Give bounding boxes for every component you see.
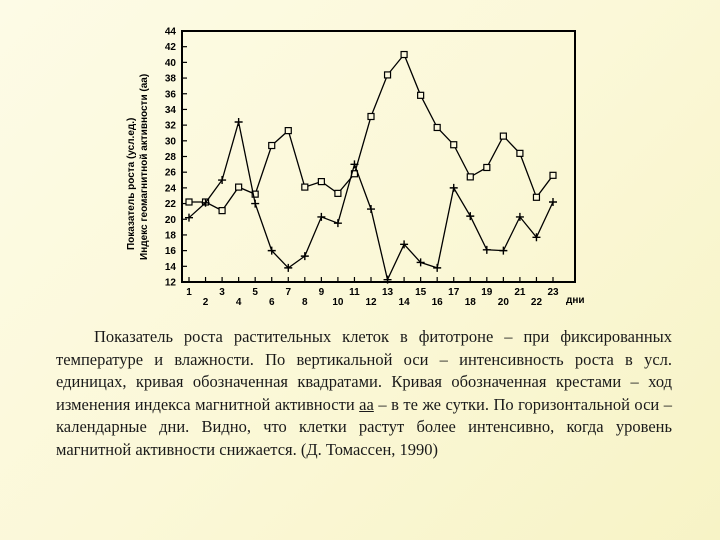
caption-text-1: Показатель роста растительных клеток в фитотроне – при фиксированных температуре и влажности. По вертикальной оси – интенсивность роста в усл. единицах, кривая обозначенная квадратами. Кривая обозначенная крестами – ход изменения индекса магнитной активности bbox=[56, 327, 672, 414]
x-tick-label: 22 bbox=[530, 297, 543, 308]
data-point-cross bbox=[350, 160, 358, 168]
data-point-square bbox=[318, 179, 324, 185]
caption bbox=[56, 326, 672, 462]
data-point-cross bbox=[450, 184, 458, 192]
data-point-cross bbox=[466, 212, 474, 220]
plot-frame bbox=[182, 31, 575, 282]
data-point-cross bbox=[483, 246, 491, 254]
x-tick-label: 11 bbox=[349, 287, 360, 298]
x-tick-label: 16 bbox=[431, 297, 443, 308]
x-tick-label: 2 bbox=[202, 297, 209, 308]
x-tick-label: 7 bbox=[285, 287, 292, 298]
x-tick-label: 15 bbox=[415, 287, 427, 298]
series-line-squares bbox=[189, 55, 553, 211]
x-tick-label: 13 bbox=[381, 287, 394, 298]
data-point-cross bbox=[499, 247, 507, 255]
chart-plot bbox=[120, 20, 600, 320]
x-tick-label: 10 bbox=[332, 297, 344, 308]
data-point-square bbox=[550, 172, 556, 178]
x-tick-label: 12 bbox=[365, 297, 377, 308]
data-point-cross bbox=[251, 200, 259, 208]
data-point-cross bbox=[334, 219, 342, 227]
data-point-square bbox=[533, 194, 539, 200]
data-point-square bbox=[451, 142, 457, 148]
y-tick-label: 44 bbox=[164, 26, 176, 38]
data-point-square bbox=[484, 164, 490, 170]
y-tick-label: 28 bbox=[164, 152, 176, 163]
y-tick-label: 34 bbox=[164, 104, 176, 116]
data-point-cross bbox=[317, 213, 325, 221]
data-point-square bbox=[517, 150, 523, 156]
data-point-square bbox=[500, 133, 506, 139]
data-point-square bbox=[186, 199, 192, 205]
y-tick-label: 26 bbox=[164, 167, 176, 179]
data-point-cross bbox=[367, 205, 375, 213]
x-tick-label: 4 bbox=[235, 297, 242, 308]
caption-text-2: – в те же сутки. По горизонтальной оси – календарные дни. Видно, что клетки растут более интенсивно, когда уровень магнитной активности снижается. (Д. Томассен, 1990) bbox=[56, 394, 673, 459]
x-tick-label: 23 bbox=[547, 287, 559, 298]
data-point-square bbox=[285, 128, 291, 134]
data-point-cross bbox=[433, 264, 441, 272]
caption-aa: аа bbox=[359, 394, 374, 414]
data-point-square bbox=[219, 208, 225, 214]
data-point-cross bbox=[301, 252, 309, 260]
x-tick-label: 19 bbox=[481, 287, 493, 298]
x-tick-label: 5 bbox=[252, 287, 258, 298]
y-tick-label: 38 bbox=[164, 73, 176, 85]
y-tick-label: 24 bbox=[164, 183, 176, 195]
x-tick-label: 8 bbox=[302, 297, 308, 308]
x-tick-label: 17 bbox=[448, 287, 460, 298]
data-point-square bbox=[418, 92, 424, 98]
data-point-square bbox=[434, 124, 440, 130]
x-tick-label: 21 bbox=[514, 287, 526, 298]
y-tick-label: 12 bbox=[164, 277, 176, 289]
x-tick-label: 18 bbox=[464, 297, 476, 308]
data-point-square bbox=[302, 184, 308, 190]
x-tick-label: 6 bbox=[268, 297, 275, 308]
y-tick-label: 42 bbox=[164, 42, 176, 54]
y-tick-label: 18 bbox=[164, 230, 176, 242]
data-point-square bbox=[401, 52, 407, 58]
x-tick-label: 1 bbox=[186, 287, 192, 298]
data-point-square bbox=[269, 143, 275, 149]
y-tick-label: 16 bbox=[164, 246, 176, 258]
x-axis-unit-label: дни bbox=[566, 295, 585, 306]
y-tick-label: 30 bbox=[164, 136, 176, 148]
x-tick-label: 14 bbox=[398, 297, 410, 308]
data-point-square bbox=[385, 72, 391, 78]
chart bbox=[120, 20, 600, 320]
data-point-square bbox=[467, 174, 473, 180]
y-tick-label: 36 bbox=[164, 89, 176, 101]
y-axis-label-activity: Индекс геомагнитной активности (аа) bbox=[139, 73, 150, 260]
y-tick-label: 40 bbox=[164, 57, 176, 69]
data-point-square bbox=[335, 190, 341, 196]
x-tick-label: 20 bbox=[497, 297, 509, 308]
y-axis-label-growth: Показатель роста (усл.ед.) bbox=[126, 117, 137, 250]
y-tick-label: 32 bbox=[164, 120, 176, 132]
data-point-square bbox=[236, 184, 242, 190]
data-point-cross bbox=[235, 118, 243, 126]
x-tick-label: 9 bbox=[318, 287, 325, 298]
y-tick-label: 22 bbox=[164, 199, 176, 211]
y-tick-label: 20 bbox=[164, 214, 176, 226]
data-point-square bbox=[368, 113, 374, 119]
data-point-cross bbox=[549, 198, 557, 206]
x-tick-label: 3 bbox=[219, 287, 225, 298]
y-tick-label: 14 bbox=[164, 261, 176, 273]
